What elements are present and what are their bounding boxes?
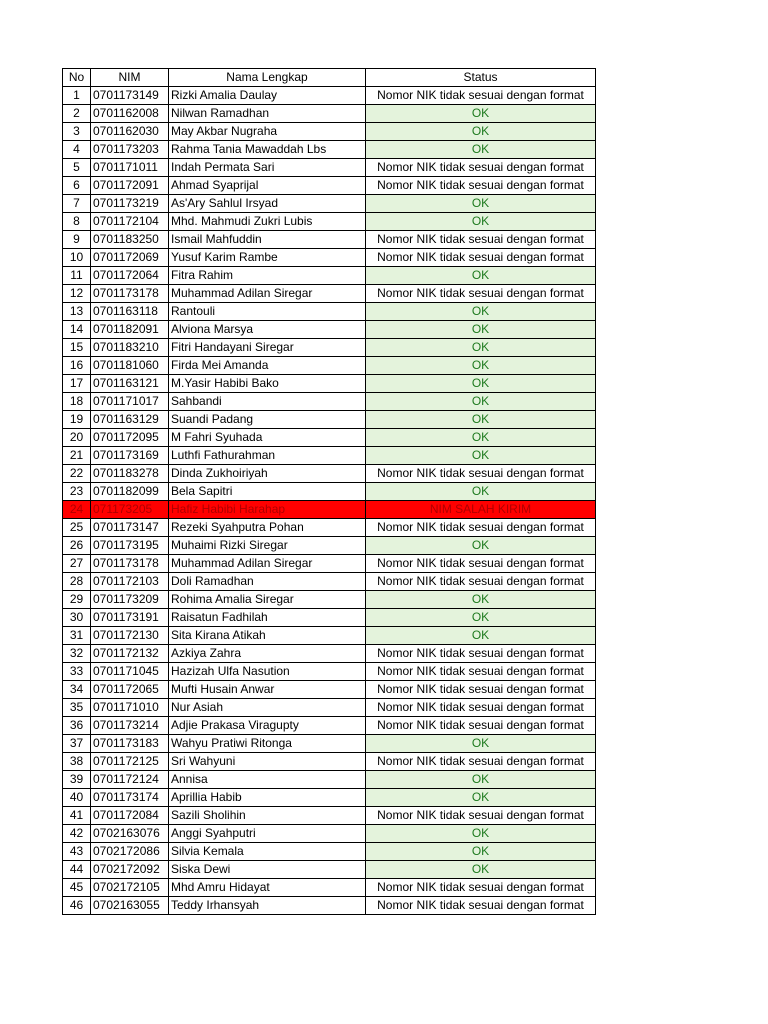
- cell-name: Anggi Syahputri: [169, 825, 366, 843]
- cell-name: Mufti Husain Anwar: [169, 681, 366, 699]
- cell-no: 9: [63, 231, 91, 249]
- cell-status: OK: [366, 771, 596, 789]
- cell-no: 38: [63, 753, 91, 771]
- cell-status: Nomor NIK tidak sesuai dengan format: [366, 807, 596, 825]
- cell-name: May Akbar Nugraha: [169, 123, 366, 141]
- cell-status: Nomor NIK tidak sesuai dengan format: [366, 177, 596, 195]
- cell-nim: 0701182091: [91, 321, 169, 339]
- cell-no: 21: [63, 447, 91, 465]
- cell-name: Annisa: [169, 771, 366, 789]
- cell-status: Nomor NIK tidak sesuai dengan format: [366, 897, 596, 915]
- cell-nim: 0701162030: [91, 123, 169, 141]
- table-row: [63, 825, 596, 843]
- table-row: [63, 897, 596, 915]
- cell-nim: 0701163121: [91, 375, 169, 393]
- cell-status: OK: [366, 411, 596, 429]
- cell-name: Adjie Prakasa Viragupty: [169, 717, 366, 735]
- table-row: [63, 555, 596, 573]
- cell-no: 37: [63, 735, 91, 753]
- cell-status: Nomor NIK tidak sesuai dengan format: [366, 465, 596, 483]
- table-row: [63, 681, 596, 699]
- cell-nim: 0701173183: [91, 735, 169, 753]
- cell-no: 1: [63, 87, 91, 105]
- table-row: [63, 321, 596, 339]
- table-row: [63, 105, 596, 123]
- cell-status: OK: [366, 267, 596, 285]
- cell-name: Firda Mei Amanda: [169, 357, 366, 375]
- cell-nim: 0701173203: [91, 141, 169, 159]
- cell-name: Rezeki Syahputra Pohan: [169, 519, 366, 537]
- cell-name: As'Ary Sahlul Irsyad: [169, 195, 366, 213]
- cell-nim: 0701173174: [91, 789, 169, 807]
- cell-name: M.Yasir Habibi Bako: [169, 375, 366, 393]
- cell-status: OK: [366, 429, 596, 447]
- cell-nim: 0701181060: [91, 357, 169, 375]
- table-row: [63, 141, 596, 159]
- cell-name: Doli Ramadhan: [169, 573, 366, 591]
- table-row: [63, 843, 596, 861]
- cell-nim: 0701172132: [91, 645, 169, 663]
- cell-nim: 0701173149: [91, 87, 169, 105]
- cell-no: 32: [63, 645, 91, 663]
- table-row: [63, 123, 596, 141]
- cell-name: Sita Kirana Atikah: [169, 627, 366, 645]
- table-row: [63, 627, 596, 645]
- cell-nim: 0701173147: [91, 519, 169, 537]
- cell-name: Aprillia Habib: [169, 789, 366, 807]
- cell-nim: 0701171017: [91, 393, 169, 411]
- cell-name: Fitri Handayani Siregar: [169, 339, 366, 357]
- cell-name: Nilwan Ramadhan: [169, 105, 366, 123]
- table-row: [63, 375, 596, 393]
- cell-no: 43: [63, 843, 91, 861]
- cell-no: 33: [63, 663, 91, 681]
- cell-no: 10: [63, 249, 91, 267]
- cell-name: Muhammad Adilan Siregar: [169, 555, 366, 573]
- table-row: [63, 789, 596, 807]
- table-row: [63, 195, 596, 213]
- cell-no: 24: [63, 501, 91, 519]
- cell-name: Hazizah Ulfa Nasution: [169, 663, 366, 681]
- cell-nim: 0701172095: [91, 429, 169, 447]
- cell-status: OK: [366, 843, 596, 861]
- cell-name: Rohima Amalia Siregar: [169, 591, 366, 609]
- cell-no: 19: [63, 411, 91, 429]
- cell-name: Rizki Amalia Daulay: [169, 87, 366, 105]
- cell-no: 22: [63, 465, 91, 483]
- cell-status: Nomor NIK tidak sesuai dengan format: [366, 519, 596, 537]
- cell-nim: 0701173178: [91, 285, 169, 303]
- cell-name: Luthfi Fathurahman: [169, 447, 366, 465]
- cell-nim: 0701162008: [91, 105, 169, 123]
- cell-name: Ismail Mahfuddin: [169, 231, 366, 249]
- table-row: [63, 663, 596, 681]
- cell-nim: 0701172125: [91, 753, 169, 771]
- cell-name: Teddy Irhansyah: [169, 897, 366, 915]
- cell-status: OK: [366, 303, 596, 321]
- cell-no: 40: [63, 789, 91, 807]
- table-row: [63, 573, 596, 591]
- cell-no: 5: [63, 159, 91, 177]
- cell-no: 11: [63, 267, 91, 285]
- cell-name: Siska Dewi: [169, 861, 366, 879]
- header-name: Nama Lengkap: [169, 69, 366, 87]
- cell-no: 29: [63, 591, 91, 609]
- cell-name: Nur Asiah: [169, 699, 366, 717]
- cell-status: OK: [366, 339, 596, 357]
- cell-no: 8: [63, 213, 91, 231]
- table-row: [63, 177, 596, 195]
- cell-no: 36: [63, 717, 91, 735]
- cell-no: 45: [63, 879, 91, 897]
- table-row: [63, 393, 596, 411]
- cell-no: 14: [63, 321, 91, 339]
- table-row: [63, 213, 596, 231]
- table-row: [63, 699, 596, 717]
- cell-nim: 0701172104: [91, 213, 169, 231]
- cell-status: Nomor NIK tidak sesuai dengan format: [366, 645, 596, 663]
- cell-nim: 0701183278: [91, 465, 169, 483]
- table-row: [63, 429, 596, 447]
- cell-name: Azkiya Zahra: [169, 645, 366, 663]
- cell-no: 41: [63, 807, 91, 825]
- cell-no: 42: [63, 825, 91, 843]
- cell-status: OK: [366, 789, 596, 807]
- cell-nim: 0702172105: [91, 879, 169, 897]
- student-status-table: [62, 68, 596, 915]
- cell-no: 44: [63, 861, 91, 879]
- table-row: [63, 771, 596, 789]
- table-row: [63, 609, 596, 627]
- cell-nim: 0701173219: [91, 195, 169, 213]
- cell-name: M Fahri Syuhada: [169, 429, 366, 447]
- cell-status: OK: [366, 321, 596, 339]
- table-row: [63, 447, 596, 465]
- cell-name: Muhaimi Rizki Siregar: [169, 537, 366, 555]
- cell-status: OK: [366, 375, 596, 393]
- cell-nim: 0701173169: [91, 447, 169, 465]
- cell-status: Nomor NIK tidak sesuai dengan format: [366, 663, 596, 681]
- table-row: [63, 303, 596, 321]
- cell-nim: 0701173191: [91, 609, 169, 627]
- table-row: [63, 501, 596, 519]
- cell-status: OK: [366, 627, 596, 645]
- cell-nim: 0701183210: [91, 339, 169, 357]
- cell-no: 15: [63, 339, 91, 357]
- cell-status: OK: [366, 537, 596, 555]
- cell-no: 27: [63, 555, 91, 573]
- table-row: [63, 357, 596, 375]
- cell-no: 25: [63, 519, 91, 537]
- cell-nim: 071173205: [91, 501, 169, 519]
- table-row: [63, 753, 596, 771]
- cell-no: 12: [63, 285, 91, 303]
- cell-name: Indah Permata Sari: [169, 159, 366, 177]
- cell-no: 26: [63, 537, 91, 555]
- cell-nim: 0701172064: [91, 267, 169, 285]
- table-row: [63, 159, 596, 177]
- cell-status: OK: [366, 195, 596, 213]
- cell-status: NIM SALAH KIRIM: [366, 501, 596, 519]
- cell-status: Nomor NIK tidak sesuai dengan format: [366, 231, 596, 249]
- cell-name: Sri Wahyuni: [169, 753, 366, 771]
- table-row: [63, 861, 596, 879]
- table-row: [63, 735, 596, 753]
- table-row: [63, 483, 596, 501]
- cell-nim: 0701182099: [91, 483, 169, 501]
- table-row: [63, 717, 596, 735]
- cell-status: OK: [366, 393, 596, 411]
- cell-no: 16: [63, 357, 91, 375]
- cell-status: OK: [366, 735, 596, 753]
- cell-name: Rantouli: [169, 303, 366, 321]
- table-row: [63, 537, 596, 555]
- cell-no: 34: [63, 681, 91, 699]
- cell-status: OK: [366, 105, 596, 123]
- table-row: [63, 591, 596, 609]
- cell-status: Nomor NIK tidak sesuai dengan format: [366, 681, 596, 699]
- table-row: [63, 519, 596, 537]
- table-body: [63, 87, 596, 915]
- cell-status: Nomor NIK tidak sesuai dengan format: [366, 717, 596, 735]
- header-no: No: [63, 69, 91, 87]
- cell-status: Nomor NIK tidak sesuai dengan format: [366, 879, 596, 897]
- cell-status: OK: [366, 141, 596, 159]
- cell-no: 46: [63, 897, 91, 915]
- cell-nim: 0701171010: [91, 699, 169, 717]
- header-nim: NIM: [91, 69, 169, 87]
- table-row: [63, 249, 596, 267]
- table-row: [63, 879, 596, 897]
- cell-status: Nomor NIK tidak sesuai dengan format: [366, 159, 596, 177]
- table-row: [63, 645, 596, 663]
- table-row: [63, 285, 596, 303]
- cell-status: Nomor NIK tidak sesuai dengan format: [366, 699, 596, 717]
- cell-status: OK: [366, 213, 596, 231]
- table-row: [63, 231, 596, 249]
- cell-status: Nomor NIK tidak sesuai dengan format: [366, 87, 596, 105]
- cell-no: 7: [63, 195, 91, 213]
- cell-status: Nomor NIK tidak sesuai dengan format: [366, 573, 596, 591]
- cell-nim: 0702163076: [91, 825, 169, 843]
- cell-no: 18: [63, 393, 91, 411]
- cell-nim: 0701172084: [91, 807, 169, 825]
- cell-nim: 0702163055: [91, 897, 169, 915]
- cell-name: Raisatun Fadhilah: [169, 609, 366, 627]
- cell-name: Bela Sapitri: [169, 483, 366, 501]
- cell-name: Mhd. Mahmudi Zukri Lubis: [169, 213, 366, 231]
- table-row: [63, 465, 596, 483]
- cell-status: Nomor NIK tidak sesuai dengan format: [366, 285, 596, 303]
- cell-status: OK: [366, 357, 596, 375]
- cell-name: Dinda Zukhoiriyah: [169, 465, 366, 483]
- cell-name: Ahmad Syaprijal: [169, 177, 366, 195]
- cell-name: Mhd Amru Hidayat: [169, 879, 366, 897]
- cell-nim: 0701163129: [91, 411, 169, 429]
- cell-status: OK: [366, 861, 596, 879]
- cell-nim: 0701173178: [91, 555, 169, 573]
- cell-nim: 0701172130: [91, 627, 169, 645]
- table-row: [63, 411, 596, 429]
- cell-nim: 0701183250: [91, 231, 169, 249]
- cell-name: Sazili Sholihin: [169, 807, 366, 825]
- cell-no: 3: [63, 123, 91, 141]
- cell-no: 39: [63, 771, 91, 789]
- cell-nim: 0701173209: [91, 591, 169, 609]
- cell-no: 17: [63, 375, 91, 393]
- table-row: [63, 267, 596, 285]
- cell-nim: 0701172091: [91, 177, 169, 195]
- cell-name: Yusuf Karim Rambe: [169, 249, 366, 267]
- cell-status: OK: [366, 591, 596, 609]
- cell-nim: 0701172124: [91, 771, 169, 789]
- table-row: [63, 87, 596, 105]
- cell-name: Silvia Kemala: [169, 843, 366, 861]
- cell-nim: 0702172086: [91, 843, 169, 861]
- cell-name: Sahbandi: [169, 393, 366, 411]
- cell-name: Rahma Tania Mawaddah Lbs: [169, 141, 366, 159]
- table-row: [63, 339, 596, 357]
- cell-name: Muhammad Adilan Siregar: [169, 285, 366, 303]
- cell-nim: 0701172065: [91, 681, 169, 699]
- cell-no: 35: [63, 699, 91, 717]
- cell-status: OK: [366, 447, 596, 465]
- cell-no: 4: [63, 141, 91, 159]
- cell-status: OK: [366, 825, 596, 843]
- cell-status: Nomor NIK tidak sesuai dengan format: [366, 249, 596, 267]
- cell-no: 28: [63, 573, 91, 591]
- cell-status: OK: [366, 483, 596, 501]
- cell-nim: 0701163118: [91, 303, 169, 321]
- cell-status: Nomor NIK tidak sesuai dengan format: [366, 555, 596, 573]
- cell-no: 2: [63, 105, 91, 123]
- cell-nim: 0701172103: [91, 573, 169, 591]
- cell-name: Wahyu Pratiwi Ritonga: [169, 735, 366, 753]
- cell-nim: 0701173195: [91, 537, 169, 555]
- cell-nim: 0701171045: [91, 663, 169, 681]
- cell-no: 13: [63, 303, 91, 321]
- cell-name: Suandi Padang: [169, 411, 366, 429]
- cell-status: OK: [366, 123, 596, 141]
- cell-nim: 0702172092: [91, 861, 169, 879]
- cell-no: 20: [63, 429, 91, 447]
- cell-nim: 0701171011: [91, 159, 169, 177]
- cell-nim: 0701172069: [91, 249, 169, 267]
- cell-no: 23: [63, 483, 91, 501]
- cell-name: Hafiz Habibi Harahap: [169, 501, 366, 519]
- cell-no: 30: [63, 609, 91, 627]
- cell-no: 6: [63, 177, 91, 195]
- cell-name: Fitra Rahim: [169, 267, 366, 285]
- cell-no: 31: [63, 627, 91, 645]
- cell-name: Alviona Marsya: [169, 321, 366, 339]
- cell-status: OK: [366, 609, 596, 627]
- table-row: [63, 807, 596, 825]
- header-status: Status: [366, 69, 596, 87]
- header-row: [63, 69, 596, 87]
- cell-status: Nomor NIK tidak sesuai dengan format: [366, 753, 596, 771]
- cell-nim: 0701173214: [91, 717, 169, 735]
